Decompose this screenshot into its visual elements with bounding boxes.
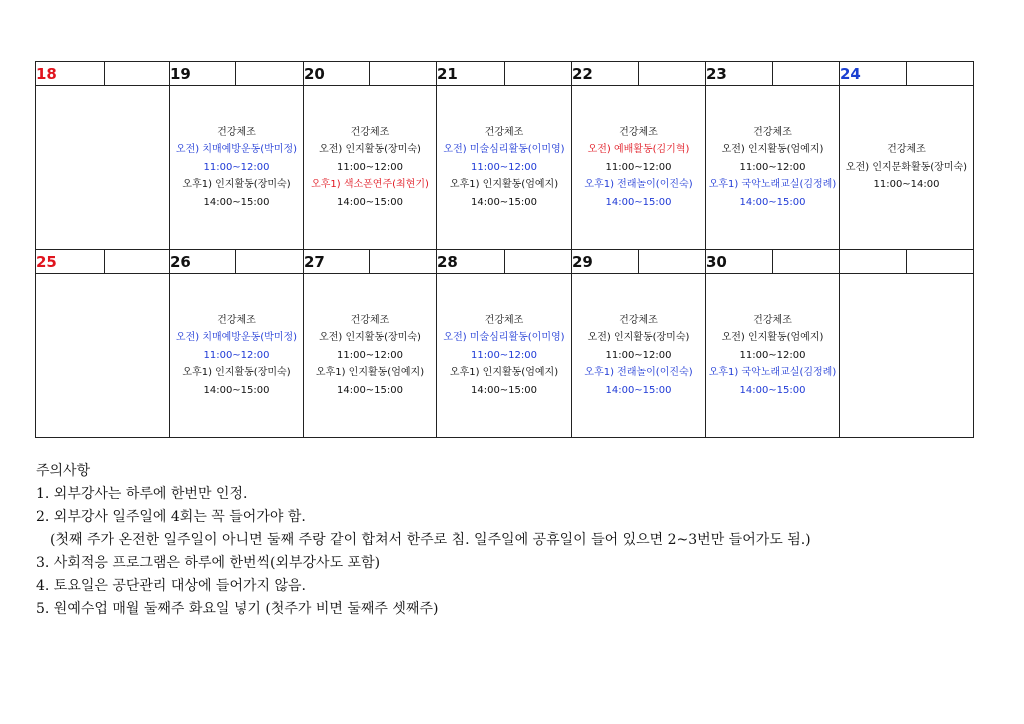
day-header-blank [105,250,170,274]
schedule-calendar [35,61,974,438]
schedule-line: 11:00~12:00 [739,161,806,173]
day-header-blank [639,62,706,86]
week-content-row [36,86,974,250]
schedule-line: 14:00~15:00 [739,384,806,396]
day-header-blank [236,250,304,274]
schedule-line: 오후1) 국악노래교실(김정례) [708,367,837,379]
day-number: 22 [572,62,639,86]
day-header-blank [370,250,437,274]
schedule-line: 건강체조 [753,314,792,326]
day-number: 26 [170,250,236,274]
schedule-line: 오전) 인지문화활동(장미숙) [845,161,968,173]
schedule-line: 오후1) 인지활동(장미숙) [182,179,291,191]
day-number: 30 [706,250,773,274]
day-cell [840,274,974,438]
day-cell [840,86,974,250]
note-item-detail: (첫째 주가 온전한 일주일이 아니면 둘째 주랑 같이 합쳐서 한주로 침. 일주일에 공휴일이 들어 있으면 2~3번만 들어가도 됨.) [50,532,811,548]
day-cell [706,274,840,438]
schedule-line: 11:00~12:00 [336,161,403,173]
day-cell [36,274,170,438]
day-number: 24 [840,62,907,86]
schedule-line: 오전) 치매예방운동(박미정) [175,144,298,156]
schedule-line: 건강체조 [619,314,658,326]
schedule-line: 14:00~15:00 [336,196,403,208]
day-cell [706,86,840,250]
schedule-line: 오후1) 인지활동(엄예지) [449,367,559,379]
schedule-line: 11:00~14:00 [873,179,940,191]
schedule-line: 건강체조 [753,126,792,138]
day-number: 28 [437,250,505,274]
note-item: 2. 외부강사 일주일에 4회는 꼭 들어가야 함. [36,509,306,525]
day-cell [304,86,437,250]
schedule-line: 14:00~15:00 [605,196,672,208]
day-header-blank [505,250,572,274]
day-cell [437,86,572,250]
day-cell [36,86,170,250]
schedule-line: 오전) 인지활동(장미숙) [319,332,421,344]
day-header-blank [370,62,437,86]
schedule-line: 14:00~15:00 [203,384,270,396]
notes-title: 주의사항 [36,463,91,479]
day-number: 29 [572,250,639,274]
note-item: 5. 원예수업 매월 둘째주 화요일 넣기 (첫주가 비면 둘째주 셋째주) [36,601,439,617]
day-cell [572,86,706,250]
note-item: 3. 사회적응 프로그램은 하루에 한번씩(외부강사도 포함) [36,555,381,571]
day-header-blank [773,62,840,86]
day-header-blank [907,62,974,86]
schedule-line: 11:00~12:00 [739,349,806,361]
week-header-row [36,62,974,86]
schedule-line: 오전) 예배활동(김기혁) [587,144,690,156]
schedule-line: 11:00~12:00 [605,161,672,173]
day-header-blank [505,62,572,86]
schedule-line: 14:00~15:00 [739,196,806,208]
day-number: 21 [437,62,505,86]
schedule-line: 오전) 인지활동(장미숙) [587,332,690,344]
day-header-blank [236,62,304,86]
schedule-line: 오후1) 인지활동(엄예지) [449,179,559,191]
schedule-line: 오후1) 인지활동(장미숙) [182,367,291,379]
day-header-blank [105,62,170,86]
schedule-line: 11:00~12:00 [470,161,537,173]
schedule-line: 오전) 미술심리활동(이미영) [443,144,565,156]
notes-section [36,460,811,621]
schedule-line: 14:00~15:00 [203,196,270,208]
week-header-row [36,250,974,274]
schedule-line: 14:00~15:00 [470,196,537,208]
schedule-line: 14:00~15:00 [605,384,672,396]
schedule-line: 건강체조 [619,126,658,138]
day-cell [572,274,706,438]
day-header-blank [639,250,706,274]
schedule-line: 오후1) 색소폰연주(최현기) [311,179,429,191]
schedule-line: 건강체조 [887,144,926,156]
schedule-line: 오전) 인지활동(엄예지) [721,144,824,156]
schedule-line: 건강체조 [350,126,390,138]
day-cell [437,274,572,438]
note-item: 1. 외부강사는 하루에 한번만 인정. [36,486,248,502]
day-number: 25 [36,250,105,274]
schedule-line: 건강체조 [484,126,524,138]
schedule-line: 오전) 인지활동(장미숙) [319,144,421,156]
day-number: 23 [706,62,773,86]
schedule-line: 오후1) 국악노래교실(김정례) [708,179,837,191]
day-cell [170,274,304,438]
day-cell [170,86,304,250]
schedule-line: 오후1) 인지활동(엄예지) [315,367,425,379]
schedule-line: 14:00~15:00 [336,384,403,396]
day-number: 18 [36,62,105,86]
schedule-line: 11:00~12:00 [203,161,270,173]
schedule-line: 건강체조 [350,314,390,326]
day-number [840,250,907,274]
schedule-line: 오전) 미술심리활동(이미영) [443,332,565,344]
schedule-line: 건강체조 [484,314,524,326]
schedule-line: 11:00~12:00 [470,349,537,361]
day-cell [304,274,437,438]
schedule-line: 11:00~12:00 [203,349,270,361]
day-header-blank [907,250,974,274]
day-number: 27 [304,250,370,274]
schedule-line: 건강체조 [217,126,256,138]
schedule-line: 14:00~15:00 [470,384,537,396]
note-item: 4. 토요일은 공단관리 대상에 들어가지 않음. [36,578,306,594]
week-content-row [36,274,974,438]
schedule-line: 오후1) 전래놀이(이진숙) [584,179,693,191]
schedule-line: 11:00~12:00 [336,349,403,361]
schedule-line: 오후1) 전래놀이(이진숙) [584,367,693,379]
schedule-line: 오전) 치매예방운동(박미정) [175,332,298,344]
day-header-blank [773,250,840,274]
day-number: 19 [170,62,236,86]
schedule-line: 건강체조 [217,314,256,326]
schedule-line: 오전) 인지활동(엄예지) [721,332,824,344]
day-number: 20 [304,62,370,86]
schedule-line: 11:00~12:00 [605,349,672,361]
